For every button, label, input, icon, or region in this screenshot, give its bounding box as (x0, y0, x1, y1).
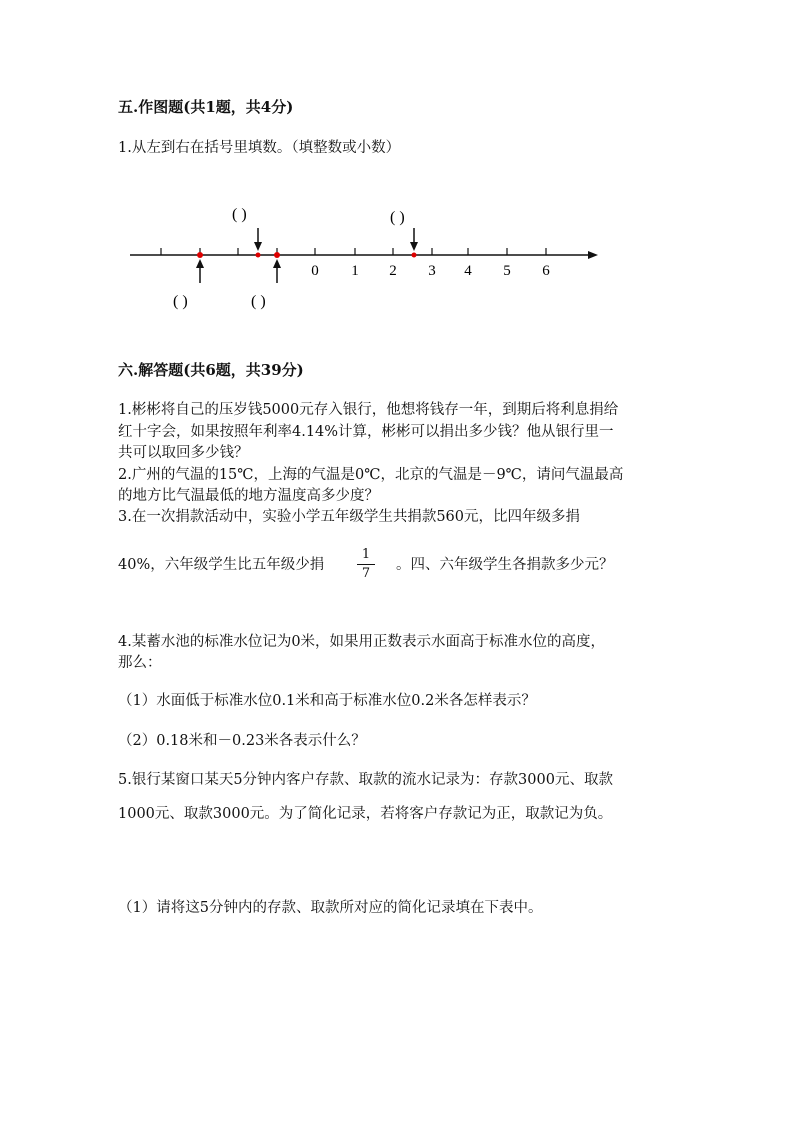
blank-bottom-left[interactable]: ( ) (173, 293, 188, 310)
blank-top-left[interactable]: ( ) (232, 206, 247, 223)
question-6-5-sub1: （1）请将这5分钟内的存款、取款所对应的简化记录填在下表中。 (118, 900, 543, 916)
arrow-down-d-head (410, 242, 418, 251)
question-6-4-sub2: （2）0.18米和－0.23米各表示什么？ (118, 733, 366, 749)
tick-label-4: 4 (464, 263, 472, 279)
blank-top-right[interactable]: ( ) (390, 209, 405, 226)
tick-label-3: 3 (428, 263, 436, 279)
section5-heading: 五.作图题(共1题，共4分) (118, 98, 294, 116)
question-6-2-line2: 的地方比气温最低的地方温度高多少度？ (118, 488, 379, 504)
tick-labels (311, 263, 550, 279)
question-6-3-line2b: 。四、六年级学生各捐款多少元？ (396, 557, 614, 573)
fraction-one-seventh (357, 548, 375, 581)
axis-arrowhead (588, 251, 598, 259)
question-5-1: 1.从左到右在括号里填数。（填整数或小数） (118, 140, 401, 156)
question-6-5-line1: 5.银行某窗口某天5分钟内客户存款、取款的流水记录为：存款3000元、取款 (118, 772, 613, 788)
tick-label-0: 0 (311, 263, 319, 279)
question-6-5-line2: 1000元、取款3000元。为了简化记录，若将客户存款记为正，取款记为负。 (118, 806, 613, 822)
tick-label-2: 2 (389, 263, 397, 279)
blank-bottom-right[interactable]: ( ) (251, 293, 266, 310)
tick-label-1: 1 (351, 263, 359, 279)
question-6-1-line2: 红十字会，如果按照年利率4.14%计算，彬彬可以捐出多少钱？他从银行里一 (118, 424, 614, 440)
question-6-4-line2: 那么： (118, 655, 162, 671)
red-point-b (256, 253, 261, 258)
question-6-4-line1: 4.某蓄水池的标准水位记为0米，如果用正数表示水面高于标准水位的高度， (118, 634, 606, 650)
arrow-down-b-head (254, 242, 262, 251)
tick-label-5: 5 (503, 263, 511, 279)
fraction-denominator: 7 (361, 566, 371, 581)
red-point-c (274, 252, 280, 258)
ticks (161, 248, 546, 255)
section6-heading: 六.解答题(共6题，共39分) (118, 361, 304, 379)
red-point-a (197, 252, 203, 258)
arrow-up-c-head (273, 259, 281, 268)
question-6-3-line2a: 40%，六年级学生比五年级少捐 (118, 557, 325, 573)
question-6-1-line3: 共可以取回多少钱？ (118, 445, 249, 461)
question-6-4-sub1: （1）水面低于标准水位0.1米和高于标准水位0.2米各怎样表示？ (118, 693, 536, 709)
red-point-d (412, 253, 417, 258)
question-6-1-line1: 1.彬彬将自己的压岁钱5000元存入银行，他想将钱存一年，到期后将利息捐给 (118, 402, 619, 418)
number-line-figure (120, 195, 610, 320)
tick-label-6: 6 (542, 263, 550, 279)
question-6-2-line1: 2.广州的气温的15℃，上海的气温是0℃，北京的气温是－9℃，请问气温最高 (118, 467, 624, 483)
arrow-up-a-head (196, 259, 204, 268)
fraction-numerator: 1 (357, 548, 375, 565)
question-6-3-line1: 3.在一次捐款活动中，实验小学五年级学生共捐款560元，比四年级多捐 (118, 509, 581, 525)
